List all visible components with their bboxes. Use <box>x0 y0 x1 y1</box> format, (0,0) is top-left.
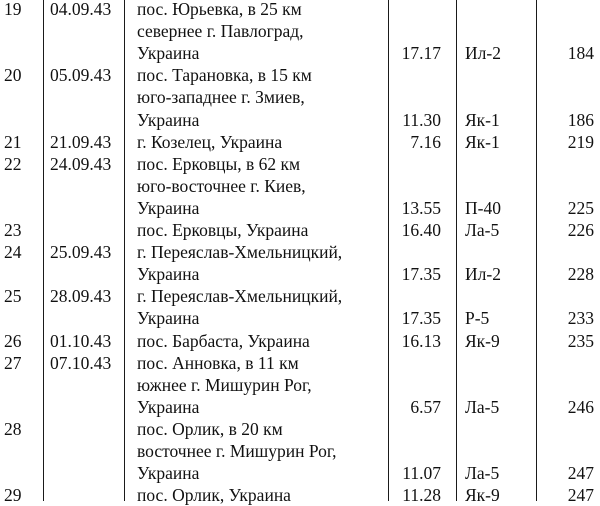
row-date: 21.09.43 <box>50 131 112 152</box>
row-aircraft: Як-9 <box>465 330 500 351</box>
row-place: г. Козелец, Украина <box>137 131 283 152</box>
row-place: пос. Анновка, в 11 км <box>137 352 299 373</box>
row-time: 17.35 <box>401 264 441 285</box>
table-row-line <box>0 396 600 418</box>
table-row-line <box>0 484 600 506</box>
table-row-line <box>0 285 600 307</box>
row-place: Украина <box>137 308 200 329</box>
row-aircraft: Ла-5 <box>465 396 500 417</box>
row-victory-number: 233 <box>567 308 594 329</box>
row-number: 27 <box>4 352 22 373</box>
table-row-line <box>0 263 600 285</box>
row-place: г. Переяслав-Хмельницкий, <box>137 286 343 307</box>
row-aircraft: Як-1 <box>465 109 500 130</box>
row-place: юго-западнее г. Змиев, <box>137 87 305 108</box>
row-victory-number: 247 <box>567 463 594 484</box>
row-place: севернее г. Павлоград, <box>137 21 304 42</box>
row-date: 04.09.43 <box>50 0 112 19</box>
table-row-line <box>0 330 600 352</box>
row-place: пос. Тарановка, в 15 км <box>137 65 312 86</box>
row-number: 22 <box>4 153 22 174</box>
table-row-line <box>0 0 600 20</box>
row-place: Украина <box>137 197 200 218</box>
row-date: 01.10.43 <box>50 330 112 351</box>
row-victory-number: 225 <box>567 197 594 218</box>
row-time: 16.40 <box>401 220 441 240</box>
row-place: пос. Орлик, в 20 км <box>137 418 283 439</box>
row-number: 21 <box>4 131 22 152</box>
row-aircraft: Ла-5 <box>465 463 500 484</box>
table-row-line <box>0 109 600 131</box>
row-place: пос. Орлик, Украина <box>137 485 291 506</box>
row-aircraft: П-40 <box>465 197 501 218</box>
row-victory-number: 186 <box>567 109 594 130</box>
table-row-line <box>0 462 600 484</box>
table-row-line <box>0 219 600 241</box>
table-row-line <box>0 20 600 42</box>
row-time: 17.17 <box>401 43 441 64</box>
row-place: пос. Ерковцы, Украина <box>137 220 309 240</box>
table-row-line <box>0 352 600 374</box>
row-number: 29 <box>4 485 22 506</box>
row-aircraft: Як-1 <box>465 131 500 152</box>
row-victory-number: 226 <box>567 220 594 240</box>
row-place: Украина <box>137 463 200 484</box>
row-victory-number: 219 <box>567 131 594 152</box>
row-aircraft: Ил-2 <box>465 264 501 285</box>
row-time: 16.13 <box>401 330 441 351</box>
table-row-line <box>0 86 600 108</box>
table-row-line <box>0 175 600 197</box>
row-number: 28 <box>4 418 22 439</box>
table-row-line <box>0 440 600 462</box>
row-time: 11.30 <box>402 109 441 130</box>
row-date: 24.09.43 <box>50 153 112 174</box>
table-row-line <box>0 131 600 153</box>
table-row-line <box>0 197 600 219</box>
row-number: 24 <box>4 242 22 263</box>
row-number: 23 <box>4 220 22 240</box>
row-aircraft: Р-5 <box>465 308 490 329</box>
row-date: 28.09.43 <box>50 286 112 307</box>
table-row-line <box>0 42 600 64</box>
row-victory-number: 228 <box>567 264 594 285</box>
row-time: 7.16 <box>410 131 441 152</box>
table-row-line <box>0 153 600 175</box>
row-number: 19 <box>4 0 22 19</box>
row-place: Украина <box>137 264 200 285</box>
row-place: пос. Юрьевка, в 25 км <box>137 0 302 19</box>
row-victory-number: 246 <box>567 396 594 417</box>
row-place: Украина <box>137 109 200 130</box>
row-place: Украина <box>137 396 200 417</box>
table-row-line <box>0 307 600 329</box>
row-aircraft: Як-9 <box>465 485 500 506</box>
row-aircraft: Ла-5 <box>465 220 500 240</box>
row-date: 05.09.43 <box>50 65 112 86</box>
row-place: восточнее г. Мишурин Рог, <box>137 441 337 461</box>
row-time: 17.35 <box>401 308 441 329</box>
table-row-line <box>0 241 600 263</box>
row-time: 11.07 <box>402 463 441 484</box>
row-number: 26 <box>4 330 22 351</box>
row-number: 20 <box>4 65 22 86</box>
row-place: пос. Барбаста, Украина <box>137 330 310 351</box>
row-victory-number: 247 <box>567 485 594 506</box>
table-row-line <box>0 374 600 396</box>
row-place: юго-восточнее г. Киев, <box>137 175 306 196</box>
table-row-line <box>0 418 600 440</box>
row-place: Украина <box>137 43 200 64</box>
row-victory-number: 235 <box>567 330 594 351</box>
row-time: 6.57 <box>410 396 441 417</box>
row-place: пос. Ерковцы, в 62 км <box>137 153 301 174</box>
row-number: 25 <box>4 286 22 307</box>
row-victory-number: 184 <box>567 43 594 64</box>
row-date: 25.09.43 <box>50 242 112 263</box>
row-aircraft: Ил-2 <box>465 43 501 64</box>
row-time: 13.55 <box>401 197 441 218</box>
table-row-line <box>0 64 600 86</box>
row-place: южнее г. Мишурин Рог, <box>137 374 312 395</box>
row-place: г. Переяслав-Хмельницкий, <box>137 242 343 263</box>
row-date: 07.10.43 <box>50 352 112 373</box>
row-time: 11.28 <box>402 485 441 506</box>
